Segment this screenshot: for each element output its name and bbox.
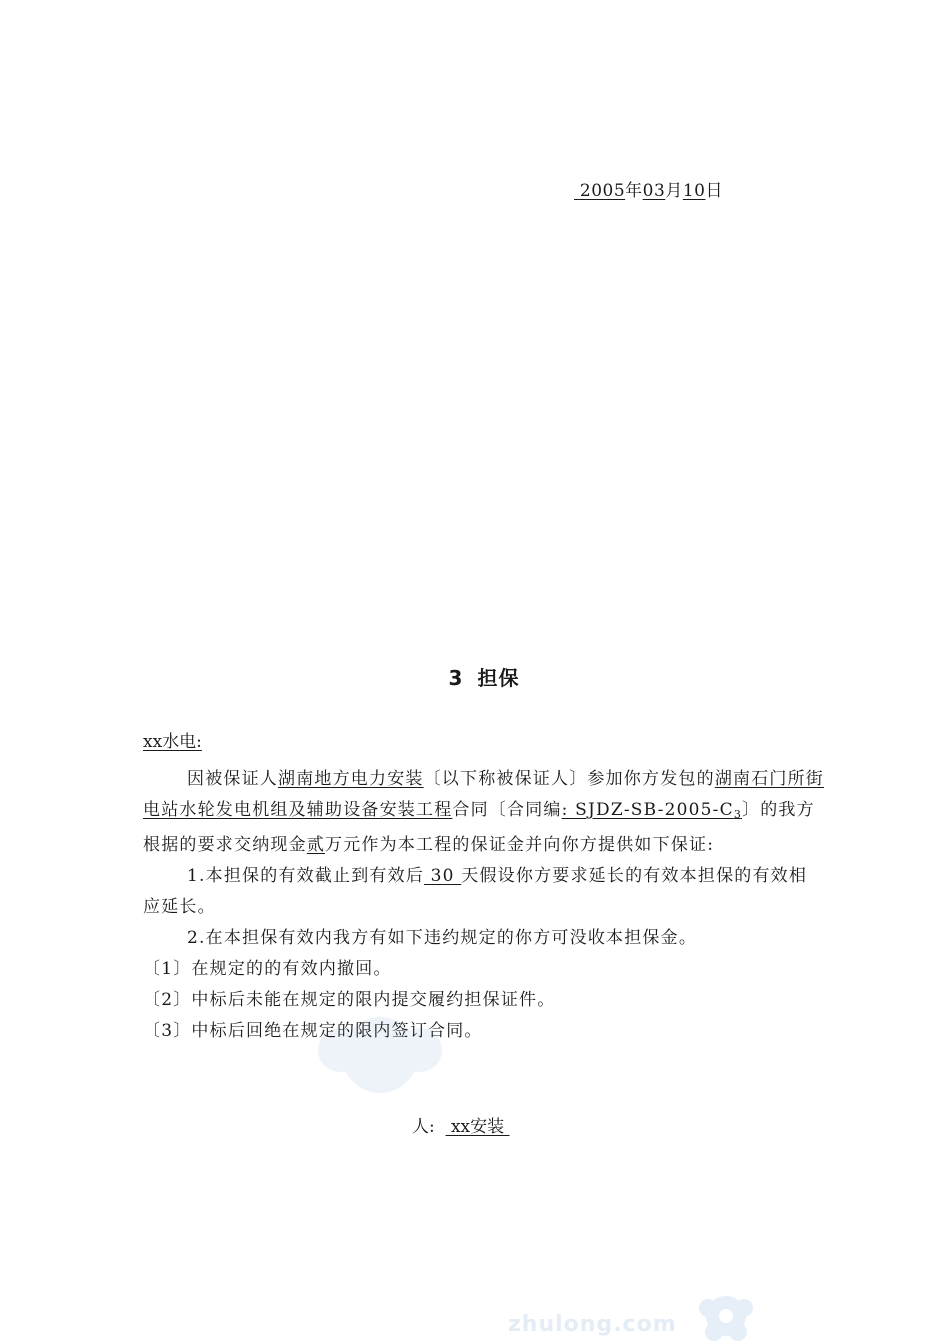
contract-number-text: : SJDZ-SB-2005-C [561,800,734,820]
deposit-amount: 贰 [306,835,326,855]
signature-value: xx安装 [445,1117,510,1137]
section-number: 3 [448,666,464,690]
validity-days: 30 [424,866,462,886]
project-name: 湖南石门所街电站水轮发电机组及辅助设备安装工程 [143,769,825,820]
contract-number [562,800,742,820]
date-year: 2005 [579,181,626,201]
p2-text-1: 1.本担保的有效截止到有效后 [187,866,425,886]
p1-text-4: 〕的我方根据的要求交纳现金 [143,800,815,855]
p2-text-2: 天假设你方要求延长的有效本担保的有效相应延长。 [143,866,808,917]
date-year-unit: 年 [625,181,643,201]
paragraph-3: 2.在本担保有效内我方有如下违约规定的你方可没收本担保金。 [187,928,698,948]
p1-text-3: 合同〔合同编 [452,800,562,820]
p1-text-5: 万元作为本工程的保证金并向你方提供如下保证: [325,835,715,855]
list-item: 〔1〕在规定的的有效内撤回。 [143,959,392,979]
section-heading [0,662,950,691]
paragraph-1 [143,764,825,861]
date-day: 10 [682,181,706,201]
paragraph-2 [143,861,825,923]
guarantee-body [143,764,825,1047]
contract-number-subscript: 3 [733,808,743,821]
p1-text-2: 〔以下称被保证人〕参加你方发包的 [423,769,715,789]
addressee [143,727,202,752]
section-title: 担保 [477,666,520,690]
signature-line [412,1112,510,1137]
list-item: 〔3〕中标后回绝在规定的限内签订合同。 [143,1021,483,1041]
signature-label: 人: [412,1117,435,1137]
date-day-unit: 日 [705,181,723,201]
list-item: 〔2〕中标后未能在规定的限内提交履约担保证件。 [143,990,556,1010]
guaranteed-party: 湖南地方电力安装 [278,769,424,789]
date-month: 03 [642,181,666,201]
addressee-name: xx水电: [143,732,202,752]
corner-snowflake-logo-icon [694,1286,758,1344]
p1-text-1: 因被保证人 [187,769,278,789]
watermark-text: zhulong.com [508,1312,677,1337]
date-month-unit: 月 [665,181,683,201]
date-line [574,176,723,201]
